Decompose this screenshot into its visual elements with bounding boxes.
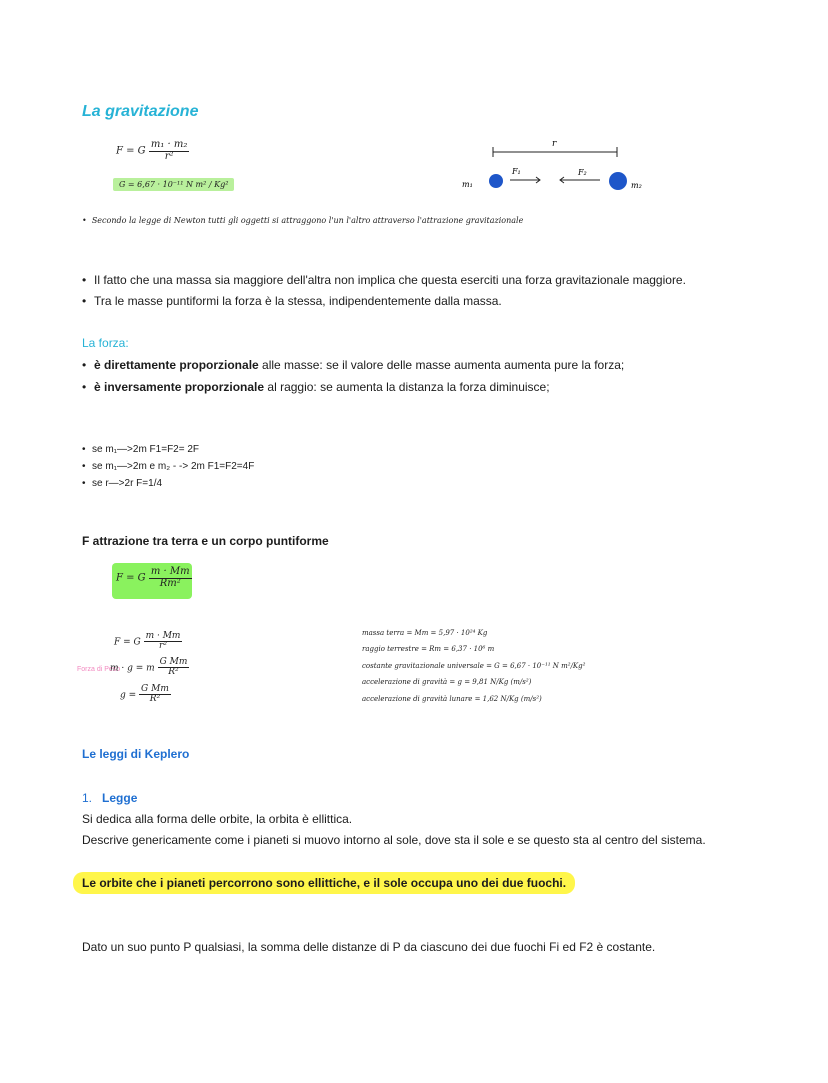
- derivation-3-numerator: G Mт: [141, 684, 169, 694]
- constant-g-universal: costante gravitazionale universale = G = 6,67 · 10⁻¹¹ N m²/Kg²: [362, 662, 586, 670]
- force-label-2: F₂: [578, 168, 587, 177]
- derivation-line-3: [120, 685, 171, 705]
- mass-2-dot: [609, 172, 627, 190]
- note-bullet: •: [82, 216, 92, 225]
- derivation-2-fraction: [158, 658, 190, 678]
- derivation-1-denominator: r²: [159, 641, 167, 652]
- newton-formula: [116, 140, 189, 162]
- example-1: • se m₁—>2m F1=F2= 2F: [92, 444, 199, 455]
- page-title: La gravitazione: [82, 103, 199, 120]
- highlighted-statement: Le orbite che i pianeti percorrono sono ellittiche, e il sole occupa uno dei due fuochi.: [73, 872, 575, 894]
- derivation-1-fraction: [144, 632, 183, 652]
- earth-formula: [116, 567, 192, 589]
- law-label: Legge: [102, 791, 138, 805]
- law-line-2: Descrive genericamente come i pianeti si muovo intorno al sole, dove sta il sole e se questo sta al centro del sistema.: [82, 833, 706, 847]
- force-label-1: F₁: [512, 167, 521, 176]
- weight-force-label: Forza di Peso: [77, 666, 121, 673]
- constant-moon-gravity: accelerazione di gravità lunare = 1,62 N/Kg (m/s²): [362, 695, 542, 703]
- law-number: 1.: [82, 791, 93, 805]
- final-line: Dato un suo punto P qualsiasi, la somma delle distanze di P da ciascuno dei due fuochi Fi ed F2 è costante.: [82, 940, 656, 954]
- earth-formula-numerator: m · Mт: [150, 566, 190, 577]
- derivation-2-lhs: m · g = m: [110, 663, 155, 674]
- note-text: Secondo la legge di Newton tutti gli oggetti si attraggono l'un l'altro attraverso l'attrazione gravitazionale: [91, 216, 524, 225]
- formula-lhs: F = G: [116, 145, 146, 157]
- earth-formula-denominator: Rт²: [159, 577, 181, 589]
- force-item-1-rest: alle masse: se il valore delle masse aumenta aumenta pure la forza;: [258, 358, 625, 372]
- law-line-1: Si dedica alla forma delle orbite, la orbita è ellittica.: [82, 812, 353, 826]
- constant-gravity-accel: accelerazione di gravità = g = 9,81 N/Kg (m/s²): [362, 678, 532, 686]
- earth-heading: F attrazione tra terra e un corpo puntiforme: [82, 534, 329, 548]
- example-2: • se m₁—>2m e m₂ - -> 2m F1=F2=4F: [92, 461, 254, 472]
- force-item-1: [94, 357, 624, 373]
- formula-fraction: [149, 140, 190, 162]
- newton-note: [82, 216, 523, 225]
- mass-1-dot: [489, 174, 503, 188]
- kepler-heading: Le leggi di Keplero: [82, 747, 190, 761]
- law-heading: [82, 791, 137, 805]
- earth-formula-lhs: F = G: [116, 572, 146, 584]
- derivation-1-numerator: m · Mт: [145, 631, 181, 641]
- intro-bullet-1: • Il fatto che una massa sia maggiore dell'altra non implica che questa eserciti una forza gravitazionale maggiore.: [94, 272, 686, 288]
- derivation-line-2: [110, 658, 189, 678]
- force-item-2-bold: è inversamente proporzionale: [94, 380, 265, 394]
- force-item-2-rest: al raggio: se aumenta la distanza la forza diminuisce;: [264, 380, 550, 394]
- example-3: • se r—>2r F=1/4: [92, 478, 162, 489]
- two-body-diagram: [450, 132, 660, 200]
- earth-formula-fraction: [149, 567, 192, 589]
- formula-numerator: m₁ · m₂: [150, 139, 188, 150]
- derivation-2-denominator: R²: [168, 667, 179, 678]
- force-item-2: [94, 379, 550, 395]
- derivation-3-denominator: R²: [149, 694, 161, 705]
- formula-denominator: r²: [164, 150, 174, 162]
- gravitational-constant: G = 6,67 · 10⁻¹¹ N m² / Kg²: [113, 178, 234, 191]
- force-heading: La forza:: [82, 336, 129, 350]
- derivation-1-lhs: F = G: [114, 637, 141, 648]
- constant-earth-mass: massa terra = Mт = 5,97 · 10²⁴ Kg: [362, 629, 488, 637]
- derivation-3-fraction: [139, 685, 171, 705]
- derivation-3-lhs: g =: [120, 690, 137, 701]
- mass-1-label: m₁: [462, 180, 473, 189]
- intro-bullet-2: • Tra le masse puntiformi la forza è la stessa, indipendentemente dalla massa.: [94, 293, 502, 309]
- mass-2-label: m₂: [631, 181, 642, 190]
- constant-earth-radius: raggio terrestre = Rт = 6,37 · 10⁶ m: [362, 645, 495, 653]
- force-item-1-bold: è direttamente proporzionale: [94, 358, 259, 372]
- distance-label: r: [552, 139, 557, 149]
- derivation-line-1: [114, 632, 182, 652]
- derivation-2-numerator: G Mт: [159, 657, 188, 667]
